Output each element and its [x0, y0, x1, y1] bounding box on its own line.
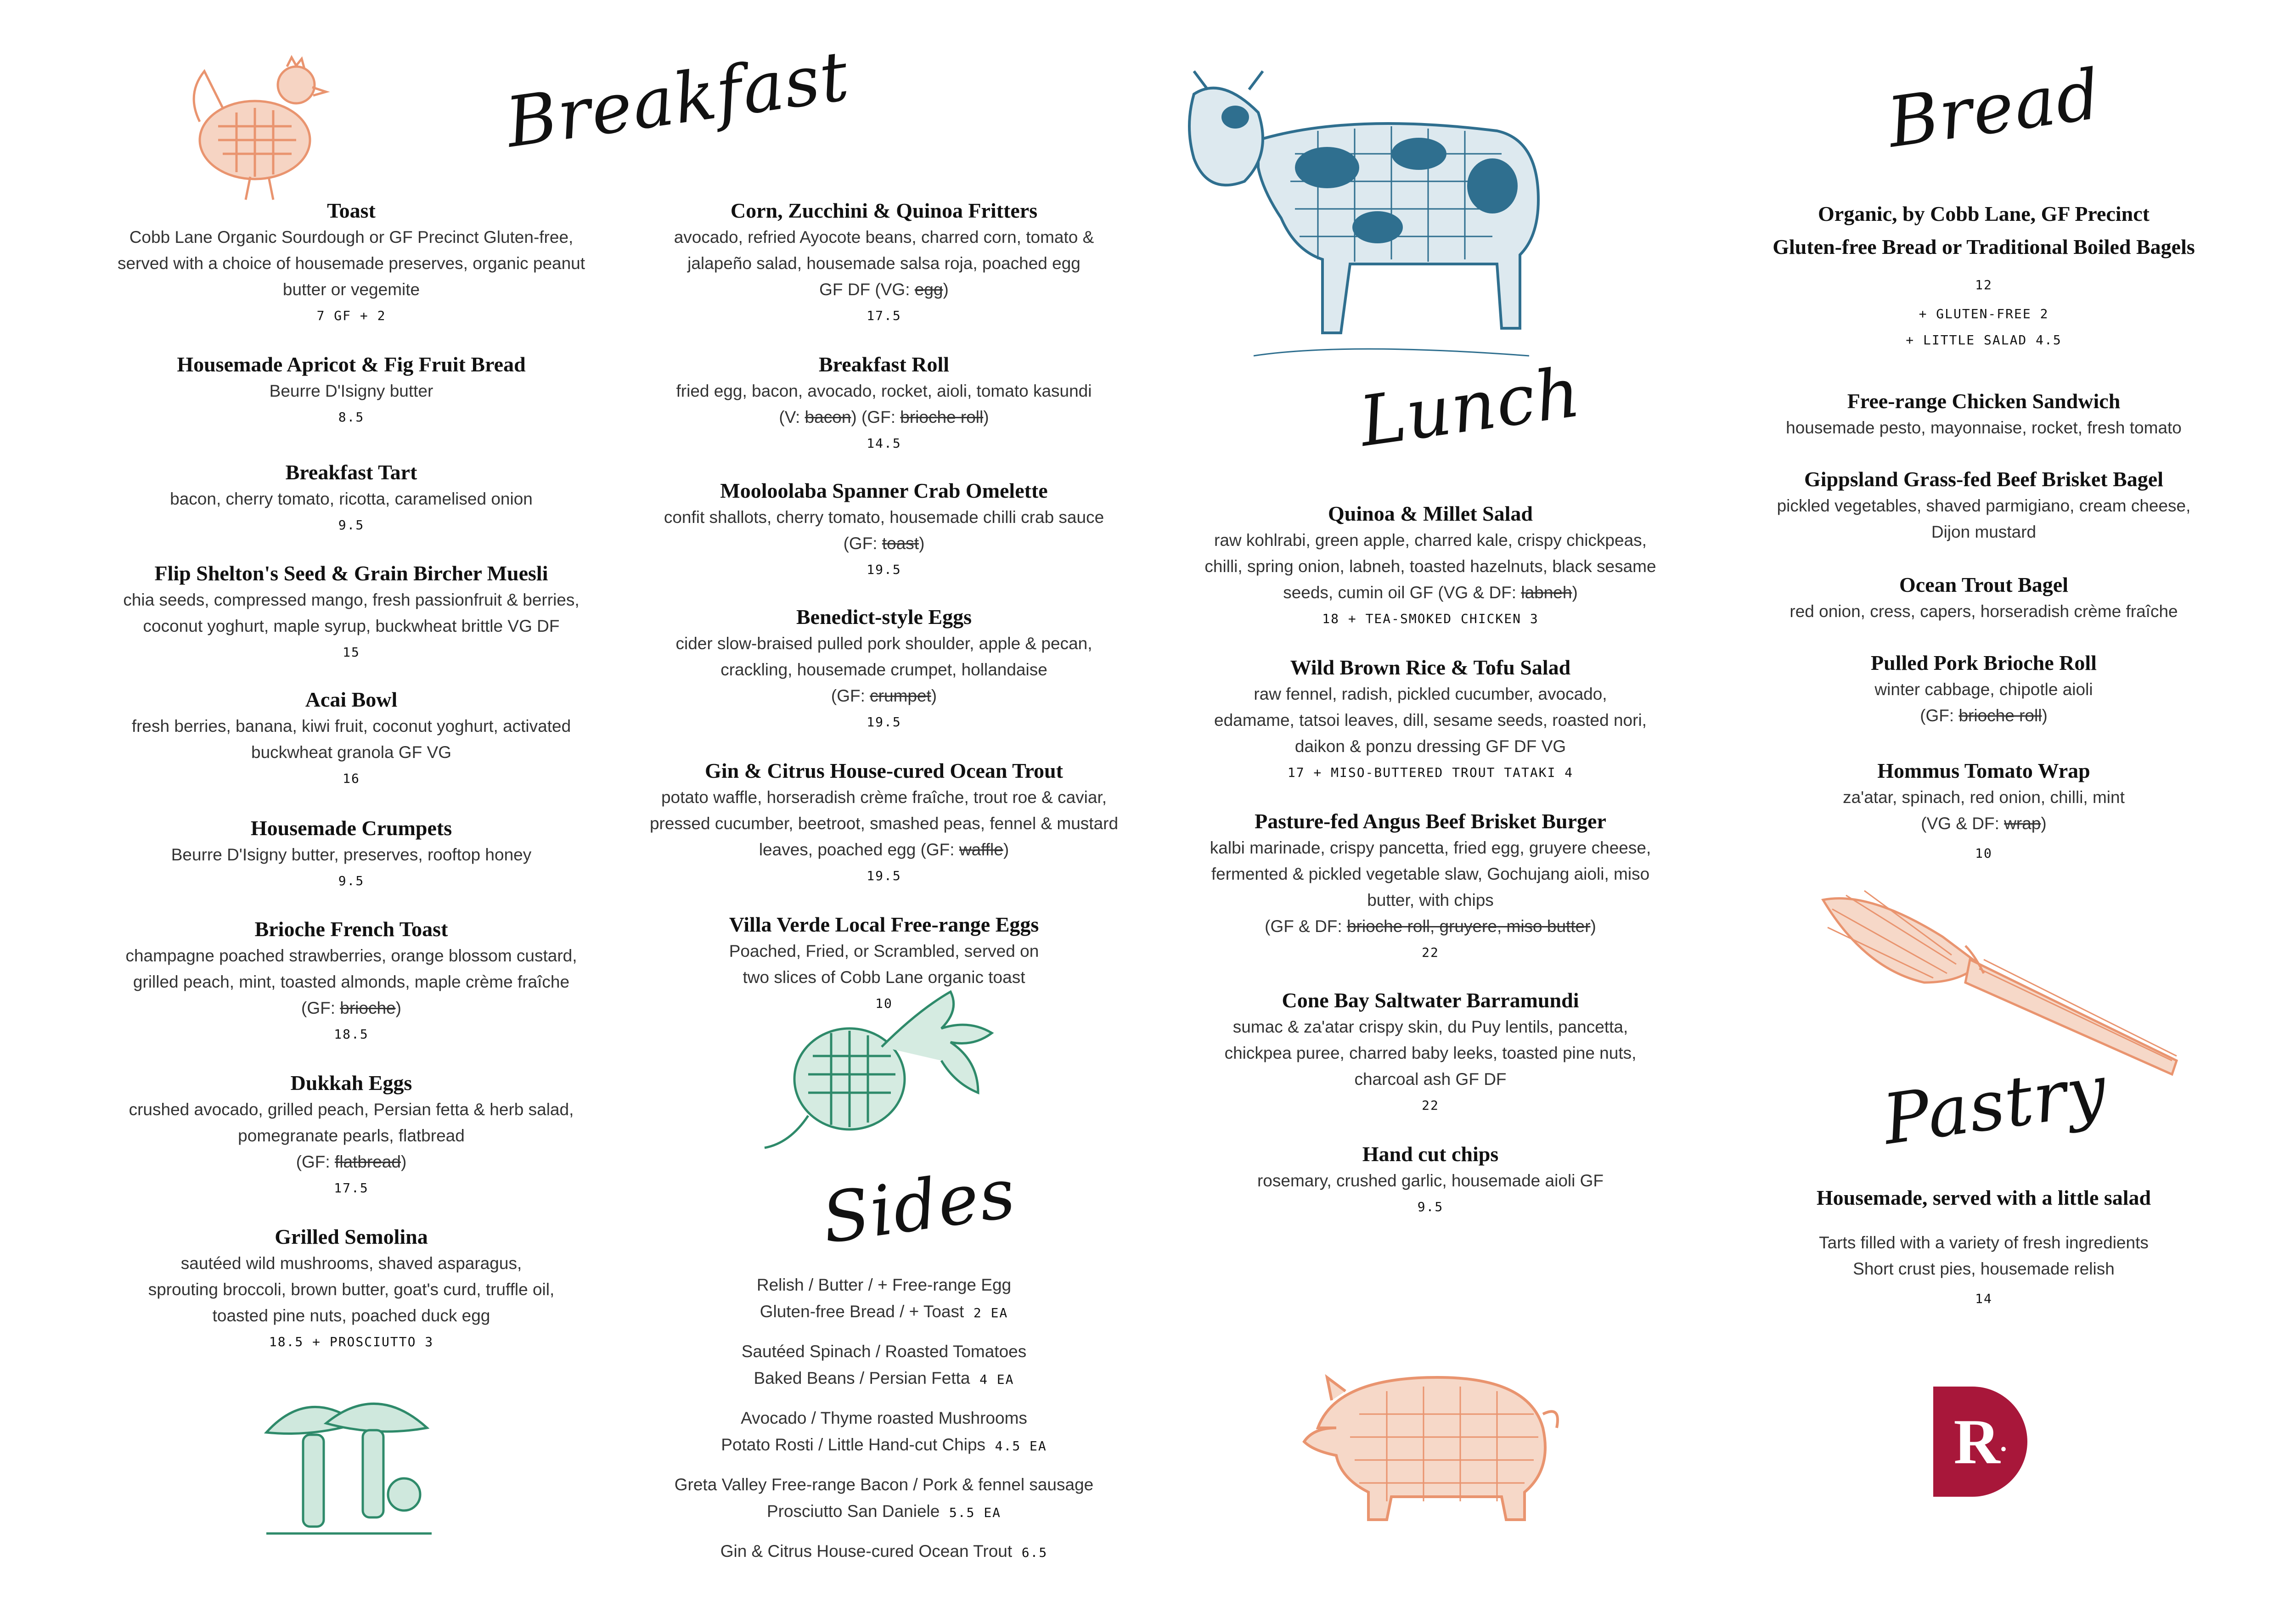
item-price: 15 — [343, 645, 360, 660]
menu-item — [1708, 650, 2259, 729]
bread-heading-line: Organic, by Cobb Lane, GF Precinct — [1818, 202, 2150, 225]
item-desc: toasted pine nuts, poached duck egg — [212, 1306, 490, 1325]
pig-illustration — [1267, 1359, 1570, 1533]
item-gf-note: (GF: flatbread) — [296, 1152, 407, 1171]
item-desc: housemade pesto, mayonnaise, rocket, fresh tomato — [1786, 418, 2182, 437]
restaurant-logo — [1933, 1387, 2027, 1497]
item-desc: kalbi marinade, crispy pancetta, fried egg, gruyere cheese, — [1210, 838, 1651, 857]
side-item — [622, 1471, 1146, 1526]
item-price: 17.5 — [334, 1180, 369, 1196]
item-price: 22 — [1422, 1098, 1439, 1113]
pastry-block — [1708, 1185, 2259, 1306]
side-line: Prosciutto San Daniele 5.5 EA — [766, 1502, 1002, 1521]
item-gf-note: (GF: toast) — [843, 534, 925, 553]
item-name: Mooloolaba Spanner Crab Omelette — [720, 479, 1048, 502]
item-desc: edamame, tatsoi leaves, dill, sesame seeds, roasted nori, — [1214, 711, 1647, 730]
menu-item — [1708, 572, 2259, 624]
menu-item — [1169, 808, 1692, 960]
item-price: 10 — [875, 996, 893, 1011]
item-name: Ocean Trout Bagel — [1899, 573, 2068, 596]
item-price: 17 + MISO-BUTTERED TROUT TATAKI 4 — [1287, 765, 1574, 780]
item-price: 19.5 — [867, 714, 901, 730]
menu-item — [1169, 654, 1692, 780]
item-desc: za'atar, spinach, red onion, chilli, mint — [1843, 788, 2125, 807]
item-desc: fried egg, bacon, avocado, rocket, aioli, tomato kasundi — [676, 382, 1092, 400]
cow-illustration — [1180, 62, 1593, 365]
wheat-illustration — [1818, 882, 2186, 1093]
item-desc: daikon & ponzu dressing GF DF VG — [1294, 737, 1566, 756]
menu-item — [1708, 758, 2259, 861]
item-desc: jalapeño salad, housemade salsa roja, poached egg — [687, 254, 1080, 273]
menu-item — [90, 1224, 613, 1349]
item-desc: chickpea puree, charred baby leeks, toasted pine nuts, — [1224, 1044, 1637, 1062]
item-desc: pickled vegetables, shaved parmigiano, cream cheese, — [1777, 496, 2191, 515]
item-name: Brioche French Toast — [254, 917, 448, 941]
bread-price: 12 — [1975, 277, 1992, 292]
item-desc: Cobb Lane Organic Sourdough or GF Precinct Gluten-free, — [129, 228, 574, 247]
item-price: 9.5 — [1417, 1199, 1444, 1214]
menu-item — [90, 351, 613, 425]
menu-item — [1169, 987, 1692, 1113]
sides-title: Sides — [817, 1153, 1021, 1259]
menu-item — [1708, 388, 2259, 441]
item-price: 9.5 — [338, 517, 365, 533]
item-price: 16 — [343, 771, 360, 786]
item-price: 14.5 — [867, 436, 901, 451]
logo-letter: R — [1953, 1406, 2000, 1477]
bread-heading-line: Gluten-free Bread or Traditional Boiled Bagels — [1773, 235, 2195, 258]
menu-item — [1169, 500, 1692, 626]
item-gf-note: (VG & DF: wrap) — [1921, 814, 2047, 833]
side-line: Gin & Citrus House-cured Ocean Trout 6.5 — [720, 1542, 1048, 1561]
item-desc: Poached, Fried, or Scrambled, served on — [729, 942, 1039, 960]
pastry-desc: Short crust pies, housemade relish — [1853, 1259, 2115, 1278]
lunch-title: Lunch — [1355, 352, 1586, 462]
menu-item — [90, 686, 613, 786]
item-name: Acai Bowl — [305, 688, 398, 711]
item-price: 7 GF + 2 — [316, 308, 386, 323]
item-desc: cider slow-braised pulled pork shoulder, apple & pecan, — [675, 634, 1092, 653]
item-desc: crushed avocado, grilled peach, Persian fetta & herb salad, — [129, 1100, 574, 1119]
item-name: Corn, Zucchini & Quinoa Fritters — [730, 199, 1038, 222]
item-desc: two slices of Cobb Lane organic toast — [743, 968, 1025, 987]
item-name: Benedict-style Eggs — [796, 605, 972, 629]
side-item — [622, 1272, 1146, 1326]
item-gf-note: GF DF (VG: egg) — [819, 280, 949, 299]
item-price: 8.5 — [338, 410, 365, 425]
item-name: Wild Brown Rice & Tofu Salad — [1290, 656, 1571, 679]
menu-item — [622, 351, 1146, 451]
side-price: 5.5 EA — [949, 1505, 1002, 1520]
item-desc: potato waffle, horseradish crème fraîche, trout roe & caviar, — [661, 788, 1107, 807]
item-desc: bacon, cherry tomato, ricotta, caramelised onion — [170, 489, 533, 508]
item-gf-note: (GF: brioche) — [301, 999, 401, 1017]
mushroom-illustration — [257, 1391, 441, 1547]
item-desc: butter or vegemite — [282, 280, 420, 299]
item-name: Pasture-fed Angus Beef Brisket Burger — [1255, 809, 1606, 833]
bread-title: Bread — [1883, 54, 2106, 163]
item-price: 18.5 + PROSCIUTTO 3 — [269, 1334, 434, 1349]
side-item — [622, 1338, 1146, 1393]
pastry-title: Pastry — [1878, 1050, 2112, 1161]
side-item — [622, 1538, 1146, 1566]
item-desc: fermented & pickled vegetable slaw, Gochujang aioli, miso — [1211, 865, 1650, 883]
bread-heading — [1708, 197, 2259, 348]
side-price: 6.5 — [1021, 1545, 1048, 1560]
item-desc: coconut yoghurt, maple syrup, buckwheat brittle VG DF — [143, 617, 560, 635]
bread-extra: + LITTLE SALAD 4.5 — [1906, 332, 2062, 348]
item-name: Cone Bay Saltwater Barramundi — [1282, 988, 1579, 1012]
side-price: 4 EA — [979, 1372, 1014, 1387]
item-desc: raw fennel, radish, pickled cucumber, avocado, — [1254, 685, 1607, 703]
menu-item — [1708, 466, 2259, 545]
item-desc: pomegranate pearls, flatbread — [238, 1126, 465, 1145]
item-desc: fresh berries, banana, kiwi fruit, coconut yoghurt, activated — [131, 717, 571, 736]
item-desc: red onion, cress, capers, horseradish crème fraîche — [1790, 602, 2178, 621]
logo-dot: . — [2000, 1426, 2007, 1457]
item-name: Grilled Semolina — [275, 1225, 428, 1248]
item-desc: sumac & za'atar crispy skin, du Puy lentils, pancetta, — [1232, 1017, 1628, 1036]
menu-item — [90, 459, 613, 533]
menu-item — [90, 916, 613, 1042]
side-line: Relish / Butter / + Free-range Egg — [756, 1275, 1012, 1294]
item-name: Toast — [327, 199, 376, 222]
pastry-heading: Housemade, served with a little salad — [1816, 1186, 2151, 1209]
item-desc: sprouting broccoli, brown butter, goat's curd, truffle oil, — [148, 1280, 555, 1299]
pastry-desc: Tarts filled with a variety of fresh ingredients — [1819, 1233, 2149, 1252]
item-name: Free-range Chicken Sandwich — [1847, 389, 2121, 413]
item-gf-note: (GF: crumpet) — [831, 686, 937, 705]
item-price: 19.5 — [867, 562, 901, 577]
bread-extra: + GLUTEN-FREE 2 — [1919, 306, 2049, 321]
item-desc: charcoal ash GF DF — [1354, 1070, 1507, 1089]
item-name: Housemade Crumpets — [250, 816, 452, 840]
item-desc: Dijon mustard — [1931, 522, 2037, 541]
item-gf-note: (GF & DF: brioche roll, gruyere, miso butter) — [1265, 917, 1596, 936]
item-desc: sautéed wild mushrooms, shaved asparagus, — [180, 1254, 522, 1273]
item-name: Gin & Citrus House-cured Ocean Trout — [705, 759, 1063, 782]
item-name: Breakfast Tart — [285, 461, 417, 484]
side-line: Avocado / Thyme roasted Mushrooms — [741, 1409, 1027, 1427]
item-name: Gippsland Grass-fed Beef Brisket Bagel — [1804, 467, 2164, 491]
side-line: Sautéed Spinach / Roasted Tomatoes — [741, 1342, 1027, 1361]
item-price: 22 — [1422, 945, 1439, 960]
breakfast-title: Breakfast — [501, 36, 854, 163]
side-line: Greta Valley Free-range Bacon / Pork & fennel sausage — [674, 1475, 1094, 1494]
item-price: 9.5 — [338, 873, 365, 888]
item-desc: butter, with chips — [1367, 891, 1494, 910]
menu-item — [90, 815, 613, 888]
item-name: Hommus Tomato Wrap — [1877, 759, 2090, 782]
item-desc: confit shallots, cherry tomato, housemade chilli crab sauce — [664, 508, 1104, 527]
item-gf-note: (GF: brioche roll) — [1920, 706, 2048, 725]
item-name: Flip Shelton's Seed & Grain Bircher Muesli — [154, 562, 548, 585]
item-desc: avocado, refried Ayocote beans, charred corn, tomato & — [674, 228, 1094, 247]
side-item — [622, 1405, 1146, 1460]
item-desc: chilli, spring onion, labneh, toasted hazelnuts, black sesame — [1204, 557, 1656, 576]
menu-item — [622, 477, 1146, 577]
item-desc: winter cabbage, chipotle aioli — [1874, 680, 2093, 699]
item-name: Pulled Pork Brioche Roll — [1871, 651, 2097, 674]
item-desc: raw kohlrabi, green apple, charred kale, crispy chickpeas, — [1214, 531, 1647, 550]
menu-item — [622, 197, 1146, 323]
item-desc: Beurre D'Isigny butter — [269, 382, 433, 400]
side-line: Potato Rosti / Little Hand-cut Chips 4.5 EA — [721, 1435, 1047, 1454]
menu-item — [622, 604, 1146, 730]
item-gf-note: leaves, poached egg (GF: waffle) — [759, 840, 1009, 859]
item-desc: chia seeds, compressed mango, fresh passionfruit & berries, — [123, 590, 580, 609]
menu-item — [90, 197, 613, 323]
menu-item — [622, 758, 1146, 883]
item-name: Housemade Apricot & Fig Fruit Bread — [177, 353, 526, 376]
item-desc: buckwheat granola GF VG — [251, 743, 451, 762]
item-name: Quinoa & Millet Salad — [1328, 502, 1533, 525]
menu-item — [90, 1070, 613, 1196]
side-price: 2 EA — [973, 1305, 1008, 1320]
item-desc: rosemary, crushed garlic, housemade aioli GF — [1257, 1171, 1604, 1190]
pastry-price: 14 — [1975, 1291, 1992, 1306]
item-desc: served with a choice of housemade preserves, organic peanut — [117, 254, 585, 273]
side-line: Gluten-free Bread / + Toast 2 EA — [760, 1302, 1008, 1321]
menu-item — [90, 560, 613, 660]
item-desc: crackling, housemade crumpet, hollandaise — [720, 660, 1047, 679]
side-price: 4.5 EA — [995, 1438, 1047, 1454]
item-desc: Beurre D'Isigny butter, preserves, rooftop honey — [171, 845, 532, 864]
item-name: Dukkah Eggs — [290, 1071, 412, 1095]
beetroot-illustration — [762, 987, 1019, 1157]
side-line: Baked Beans / Persian Fetta 4 EA — [754, 1369, 1014, 1387]
item-gf-note: seeds, cumin oil GF (VG & DF: labneh) — [1283, 583, 1578, 602]
item-gf-note: (V: bacon) (GF: brioche roll) — [779, 408, 989, 427]
item-name: Villa Verde Local Free-range Eggs — [729, 913, 1039, 936]
item-price: 18.5 — [334, 1027, 369, 1042]
item-price: 10 — [1975, 846, 1992, 861]
item-desc: pressed cucumber, beetroot, smashed peas, fennel & mustard — [649, 814, 1119, 833]
item-price: 17.5 — [867, 308, 901, 323]
item-desc: champagne poached strawberries, orange blossom custard, — [125, 946, 577, 965]
item-price: 19.5 — [867, 868, 901, 883]
item-name: Hand cut chips — [1362, 1142, 1499, 1166]
chicken-illustration — [181, 53, 338, 209]
item-price: 18 + TEA-SMOKED CHICKEN 3 — [1322, 611, 1539, 626]
menu-item — [1169, 1141, 1692, 1214]
item-desc: grilled peach, mint, toasted almonds, maple crème fraîche — [133, 972, 570, 991]
item-name: Breakfast Roll — [818, 353, 950, 376]
